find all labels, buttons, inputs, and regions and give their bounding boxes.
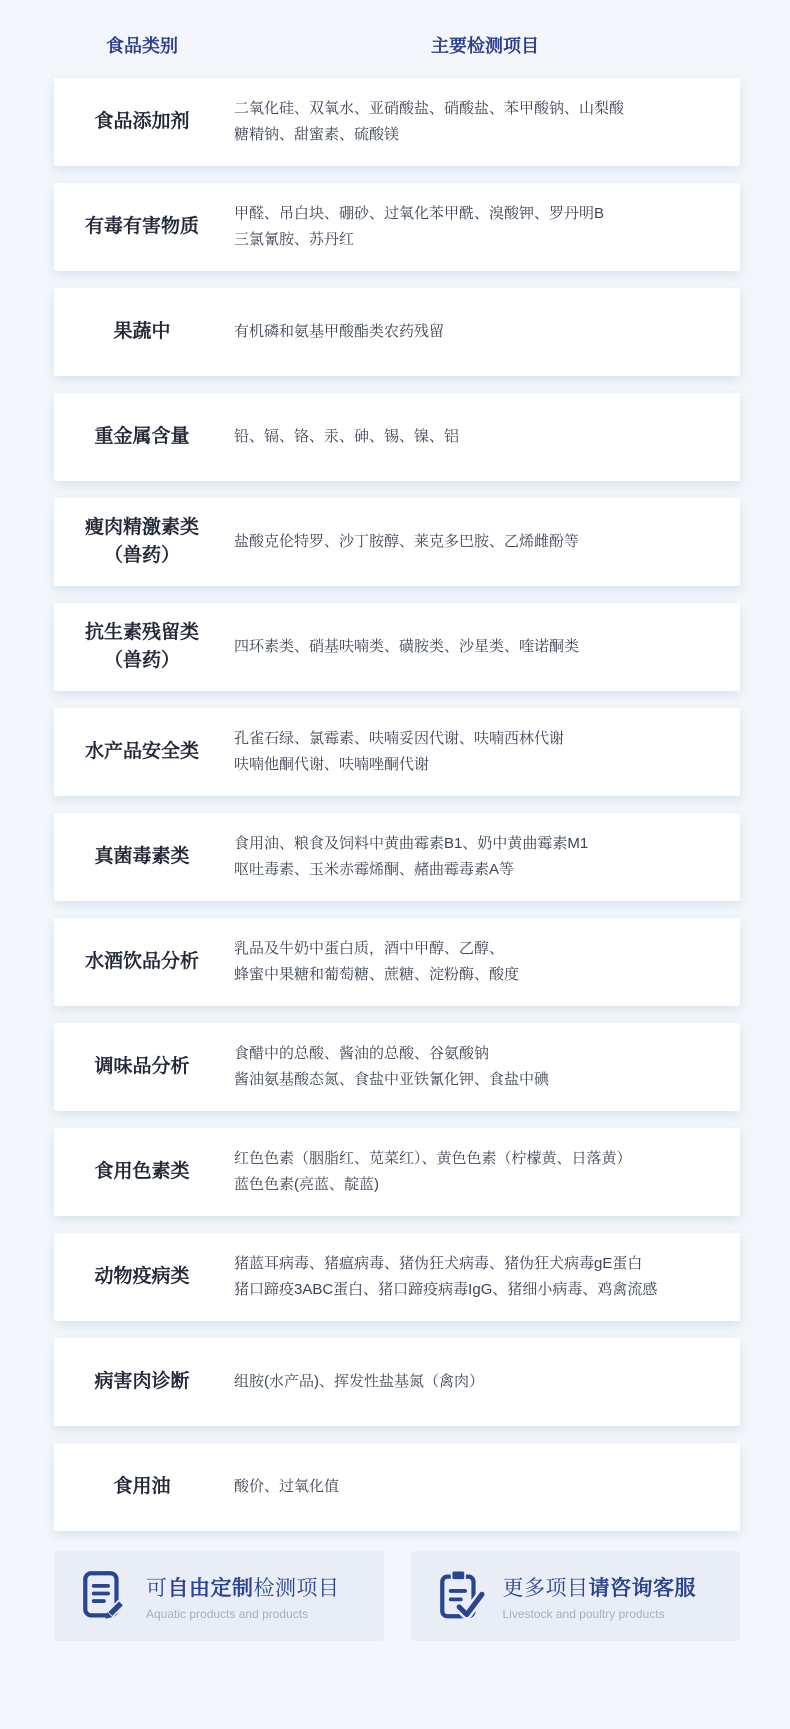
table-row [54, 918, 740, 1006]
row-category: 瘦肉精激素类 （兽药） [84, 517, 199, 566]
column-header-items: 主要检测项目 [431, 36, 539, 56]
table-row [54, 498, 740, 586]
clipboard-check-icon [433, 1569, 487, 1623]
table-row [54, 1233, 740, 1321]
row-category: 水产品安全类 [84, 741, 199, 762]
table-row [54, 1338, 740, 1426]
row-category: 食用油 [113, 1476, 171, 1497]
row-items: 甲醛、吊白块、硼砂、过氧化苯甲酰、溴酸钾、罗丹明B 三氯氰胺、苏丹红 [234, 205, 605, 248]
row-items: 红色色素（胭脂红、苋菜红）、黄色色素（柠檬黄、日落黄） 蓝色色素(亮蓝、靛蓝) [234, 1150, 632, 1193]
row-items: 铅、镉、铬、汞、砷、锡、镍、铝 [234, 428, 460, 445]
column-header-category: 食品类别 [106, 36, 178, 56]
contact-support-label: 更多项目请咨询客服 [502, 1576, 696, 1600]
row-category: 食品添加剂 [94, 111, 190, 132]
table-row [54, 1128, 740, 1216]
table-row [54, 813, 740, 901]
row-category: 调味品分析 [94, 1056, 190, 1077]
row-items: 孔雀石绿、氯霉素、呋喃妥因代谢、呋喃西林代谢 呋喃他酮代谢、呋喃唑酮代谢 [234, 730, 565, 773]
table-row [54, 393, 740, 481]
row-category: 水酒饮品分析 [84, 951, 199, 972]
table-header [0, 0, 790, 58]
custom-testing-subtitle: Aquatic products and products [146, 1606, 309, 1621]
footer-cards [54, 1551, 740, 1641]
row-category: 动物疫病类 [94, 1266, 190, 1287]
table-row [54, 78, 740, 166]
table-row [54, 183, 740, 271]
row-items: 有机磷和氨基甲酸酯类农药残留 [234, 323, 445, 340]
row-category: 真菌毒素类 [94, 846, 190, 867]
row-category: 抗生素残留类 （兽药） [84, 622, 199, 671]
row-category: 食用色素类 [94, 1161, 190, 1182]
contact-support-subtitle: Livestock and poultry products [502, 1606, 665, 1621]
rows-container [54, 78, 740, 1531]
row-category: 有毒有害物质 [84, 216, 199, 237]
custom-testing-label: 可自由定制检测项目 [146, 1576, 340, 1600]
table-row [54, 603, 740, 691]
table-row [54, 1443, 740, 1531]
row-items: 乳品及牛奶中蛋白质，酒中甲醇、乙醇、 蜂蜜中果糖和葡萄糖、蔗糖、淀粉酶、酸度 [234, 940, 520, 983]
row-category: 果蔬中 [113, 321, 171, 342]
row-items: 猪蓝耳病毒、猪瘟病毒、猪伪狂犬病毒、猪伪狂犬病毒gE蛋白 猪口蹄疫3ABC蛋白、猪口蹄疫病毒IgG、猪细小病毒、鸡禽流感 [234, 1255, 658, 1298]
document-pencil-icon [76, 1569, 130, 1623]
row-items: 食醋中的总酸、酱油的总酸、谷氨酸钠 酱油氨基酸态氮、食盐中亚铁氰化钾、食盐中碘 [234, 1045, 550, 1088]
custom-testing-card[interactable] [54, 1551, 384, 1641]
row-items: 组胺(水产品)、挥发性盐基氮（禽肉） [234, 1373, 484, 1390]
table-row [54, 708, 740, 796]
row-items: 二氧化硅、双氧水、亚硝酸盐、硝酸盐、苯甲酸钠、山梨酸 糖精钠、甜蜜素、硫酸镁 [234, 100, 625, 143]
contact-support-card[interactable] [411, 1551, 741, 1641]
table-row [54, 288, 740, 376]
row-category: 重金属含量 [94, 426, 190, 447]
row-items: 食用油、粮食及饲料中黄曲霉素B1、奶中黄曲霉素M1 呕吐毒素、玉米赤霉烯酮、赭曲霉毒素A等 [234, 835, 589, 878]
row-items: 四环素类、硝基呋喃类、磺胺类、沙星类、喹诺酮类 [234, 638, 580, 655]
table-row [54, 1023, 740, 1111]
row-items: 酸价、过氧化值 [234, 1478, 340, 1495]
row-category: 病害肉诊断 [94, 1371, 190, 1392]
row-items: 盐酸克伦特罗、沙丁胺醇、莱克多巴胺、乙烯雌酚等 [234, 533, 580, 550]
